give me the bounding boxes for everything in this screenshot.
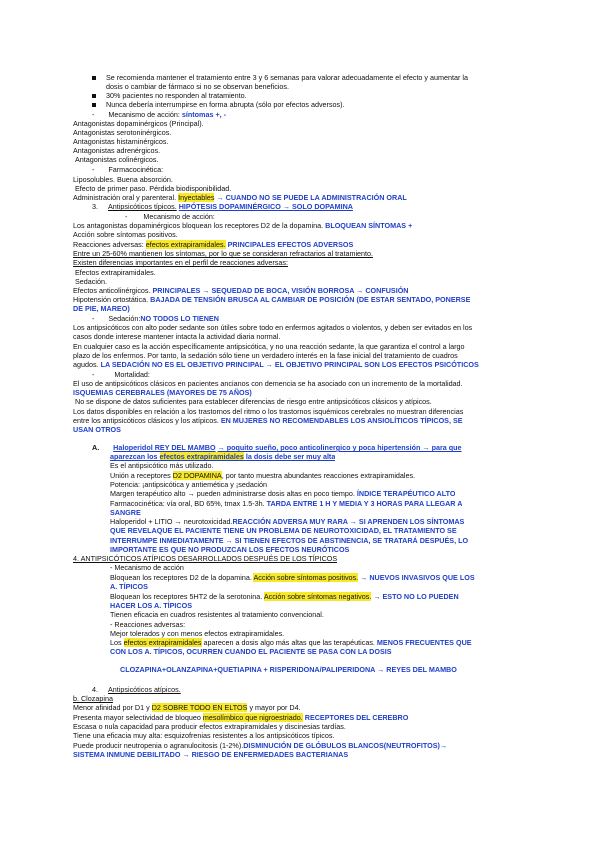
paragraph-note: EN MUJERES NO RECOMENDABLES LOS ANSIOLÍTICOS TÍPICOS, SE (220, 416, 463, 425)
section-4-mechanism: - Mecanismo de acción (110, 563, 184, 572)
line-highlight: Acción sobre síntomas negativos. (263, 592, 372, 601)
effect-line: Sedación. (75, 277, 107, 286)
haloperidol-line (110, 471, 415, 480)
paragraph-text: entre los antipsicóticos clásicos y los atípicos. (73, 416, 219, 425)
line-note: → ESTO NO LO PUEDEN (373, 592, 459, 601)
mortality-heading: - Mortalidad: (92, 370, 150, 379)
line-note-continuation: INTERRUMPE INMEDIATAMENTE → SI TIENEN EFECTOS DE ABSTINENCIA, SE TRATARÁ DESPUÉS, LO (110, 536, 469, 545)
antagonist-line: Antagonistas adrenérgicos. (73, 146, 161, 155)
haloperidol-heading (92, 443, 462, 452)
note-text: la dosis debe ser muy alta (245, 452, 336, 461)
line-text: Farmacocinética: vía oral, BD 65%, tmax 1.5-3h. (110, 499, 265, 508)
bullet-icon (92, 94, 96, 98)
section-4-heading: 4. ANTIPSICÓTICOS ATÍPICOS DESARROLLADOS DESPUÉS DE LOS TÍPICOS (73, 554, 338, 563)
line-note: ÍNDICE TERAPÉUTICO ALTO (356, 489, 456, 498)
paragraph-line: En cualquier caso es la acción específicamente antipsicótica, y no una reacción sedante, la que garantiza el control a largo (73, 342, 465, 351)
effect-line: Efectos extrapiramidales. (75, 268, 156, 277)
paragraph-line: No se dispone de datos suficientes para establecer diferencias de riesgo entre antipsicóticos clásicos y atípicos. (75, 397, 432, 406)
section-note: HIPÓTESIS DOPAMINÉRGICO → SOLO DOPAMINA (178, 202, 353, 211)
paragraph-line: plazo de los enfermos. Por tanto, la sedación sólo tiene un verdadero interés en la fase inicial del tratamiento de cuadros (73, 351, 458, 360)
clozapina-line: Escasa o nula capacidad para producir efectos extrapiramidales y discinesias tardías. (73, 722, 346, 731)
haloperidol-line (110, 489, 455, 498)
haloperidol-note: → poquito sueño, poco anticolinergico y poca hipertensión → para que (217, 443, 462, 452)
bullet-line (92, 91, 247, 100)
admin-note: → CUANDO NO SE PUEDE LA ADMINISTRACIÓN ORAL (216, 193, 407, 202)
adverse-note: PRINCIPALES EFECTOS ADVERSOS (227, 240, 354, 249)
section-3-mechanism: - Mecanismo de acción: (125, 212, 215, 221)
clozapina-line (73, 703, 301, 712)
section-4-line: Mejor tolerados y con menos efectos extrapiramidales. (110, 629, 285, 638)
bullet-text: Nunca debería interrumpirse en forma abrupta (sólo por efectos adversos). (106, 100, 345, 109)
body-note: BLOQUEAN SÍNTOMAS + (325, 221, 413, 230)
paragraph-line (73, 416, 463, 425)
line-text: Unión a receptores (110, 471, 171, 480)
section-title: Antipsicóticos atípicos. (108, 685, 181, 694)
section-4-adverse: - Reacciones adversas: (110, 620, 186, 629)
antagonist-line: Antagonistas colinérgicos. (75, 155, 159, 164)
paragraph-line (73, 360, 479, 369)
line-text: Bloquean los receptores D2 de la dopamina. (110, 573, 252, 582)
sedation-heading: - Sedación:NO TODOS LO TIENEN (92, 314, 219, 323)
haloperidol-line (110, 517, 464, 526)
line-text: Puede producir neutropenia o agranulocitosis (1-2%). (73, 741, 244, 750)
pharmaco-line: Efecto de primer paso. Pérdida biodisponibilidad. (75, 184, 232, 193)
bullet-line (92, 100, 345, 109)
effect-note: BAJADA DE TENSIÓN BRUSCA AL CAMBIAR DE POSICIÓN (DE ESTAR SENTADO, PONERSE (150, 295, 471, 304)
line-text: Margen terapéutico alto → pueden administrarse dosis altas en poco tiempo. (110, 489, 355, 498)
mechanism-line: - Mecanismo de acción: síntomas +, - (92, 110, 227, 119)
bullet-icon (92, 103, 96, 107)
effect-line (73, 295, 470, 304)
line-note-continuation: SANGRE (110, 508, 141, 517)
clozapina-line (73, 713, 408, 722)
section-4-line (110, 573, 475, 582)
section-4b-heading (92, 685, 181, 694)
clozapina-line: Tiene una eficacia muy alta: esquizofrenias resistentes a los antipsicóticos típicos. (73, 731, 335, 740)
clozapina-line (73, 741, 447, 750)
pharmaco-heading: - Farmacocinética: (92, 165, 164, 174)
line-highlight: efectos extrapiramidales (123, 638, 202, 647)
body-line: Existen diferencias importantes en el perfil de reacciones adversas: (73, 258, 288, 267)
admin-line (73, 193, 407, 202)
haloperidol-note-continuation (110, 452, 335, 461)
mortality-label: Mortalidad: (114, 370, 150, 379)
note-text: aparezcan los (110, 452, 158, 461)
line-text: , por tanto muestra abundantes reacciones extrapiramidales. (221, 471, 416, 480)
drugs-line: CLOZAPINA+OLANZAPINA+QUETIAPINA + RISPERIDONA/PALIPERIDONA → REYES DEL MAMBO (120, 665, 457, 674)
line-text: Haloperidol + LITIO → neurotoxicidad. (110, 517, 233, 526)
line-note-continuation: A. TÍPICOS (110, 582, 148, 591)
paragraph-note: LA SEDACIÓN NO ES EL OBJETIVO PRINCIPAL → EL OBJETIVO PRINCIPAL SON LOS EFECTOS PSICÓTICOS (100, 360, 479, 369)
line-highlight: D2 SOBRE TODO EN ELTOS (151, 703, 248, 712)
haloperidol-line: Es el antipsicótico más utilizado. (110, 461, 214, 470)
section-4-line (110, 638, 472, 647)
line-text: Menor afinidad por D1 y (73, 703, 150, 712)
line-text: aparecen a dosis algo más altas que las terapéuticas. (203, 638, 375, 647)
line-note: → NUEVOS INVASIVOS QUE LOS (360, 573, 475, 582)
effect-note-continuation: DE PIE, MAREO) (73, 304, 130, 313)
adverse-line (73, 240, 353, 249)
paragraph-line: casos donde interese mantener intacta la actividad diaria normal. (73, 332, 281, 341)
haloperidol-title: Haloperidol REY DEL MAMBO (113, 443, 216, 452)
line-note: MENOS FRECUENTES QUE (376, 638, 472, 647)
line-text: Los (110, 638, 122, 647)
paragraph-line: Los antipsicóticos con alto poder sedante son útiles sobre todo en enfermos agitados o violentos, y deben ser evitados en los (73, 323, 473, 332)
mechanism-label: Mecanismo de acción: (143, 212, 215, 221)
bullet-continuation: dosis o cambiar de fármaco si no se observan beneficios. (106, 82, 289, 91)
paragraph-line: El uso de antipsicóticos clásicos en pacientes ancianos con demencia se ha asociado con un incremento de la mortalidad. (73, 379, 463, 388)
antagonist-line: Antagonistas serotoninérgicos. (73, 128, 172, 137)
line-note-continuation: QUE REVELAQUE EL PACIENTE TIENE UN PROBLEMA DE NEUROTOXICIDAD, EL TRATAMIENTO SE (110, 526, 457, 535)
bullet-text: Se recomienda mantener el tratamiento entre 3 y 6 semanas para valorar adecuadamente el efecto y aumentar la (106, 73, 468, 82)
body-text: Los antagonistas dopaminérgicos bloquean los receptores D2 de la dopamina. (73, 221, 324, 230)
antagonist-line: Antagonistas dopaminérgicos (Principal). (73, 119, 204, 128)
line-text: y mayor por D4. (249, 703, 301, 712)
antagonist-line: Antagonistas histaminérgicos. (73, 137, 169, 146)
line-highlight: D2 DOPAMINA (172, 471, 222, 480)
body-line (73, 221, 412, 230)
section-number: 3. (92, 202, 98, 211)
clozapina-title: b. Clozapina (73, 694, 113, 703)
list-letter: A. (92, 443, 100, 452)
effect-text: Efectos anticolinérgicos. (73, 286, 151, 295)
sedation-label: Sedación: (108, 314, 141, 323)
mechanism-note: síntomas +, - (181, 110, 227, 119)
bullet-icon (92, 76, 96, 80)
line-note-continuation: HACER LOS A. TÍPICOS (110, 601, 192, 610)
admin-highlight: Inyectables (178, 193, 215, 202)
line-note: REACCIÓN ADVERSA MUY RARA → SI APRENDEN LOS SÍNTOMAS (232, 517, 465, 526)
line-highlight: mesolímbico que nigroestriado. (202, 713, 303, 722)
bullet-text: 30% pacientes no responden al tratamiento. (106, 91, 247, 100)
adverse-highlight: efectos extrapiramidales. (145, 240, 226, 249)
section-3-heading (92, 202, 353, 211)
line-note: RECEPTORES DEL CEREBRO (304, 713, 409, 722)
section-number: 4. (92, 685, 98, 694)
effect-note: PRINCIPALES → SEQUEDAD DE BOCA, VISIÓN BORROSA → CONFUSIÓN (152, 286, 409, 295)
admin-text: Administración oral y parenteral. (73, 193, 177, 202)
line-note-continuation: CON LOS A. TÍPICOS, OCURREN CUANDO EL PACIENTE SE PASA CON LA DOSIS (110, 647, 392, 656)
paragraph-note: ISQUEMIAS CEREBRALES (MAYORES DE 75 AÑOS) (73, 388, 252, 397)
note-highlight: efectos extrapiramidales (159, 452, 244, 461)
pharmaco-title: Farmacocinética: (108, 165, 164, 174)
paragraph-text: agudos. (73, 360, 99, 369)
sedation-note: NO TODOS LO TIENEN (140, 314, 219, 323)
effect-line (73, 286, 409, 295)
line-note: TARDA ENTRE 1 H Y MEDIA Y 3 HORAS PARA LLEGAR A (266, 499, 463, 508)
section-4-line: Tienen eficacia en cuadros resistentes al tratamiento convencional. (110, 610, 324, 619)
effect-text: Hipotensión ortostática. (73, 295, 149, 304)
body-line: Acción sobre síntomas positivos. (73, 230, 178, 239)
line-text: Bloquean los receptores 5HT2 de la serotonina. (110, 592, 263, 601)
pharmaco-line: Liposolubles. Buena absorción. (73, 175, 173, 184)
section-4-line (110, 592, 459, 601)
paragraph-line: Los datos disponibles en relación a los trastornos del ritmo o los trastornos isquémicos cerebrales no muestran diferencias (73, 407, 464, 416)
bullet-line (92, 73, 468, 82)
body-line: Entre un 25-60% mantienen los síntomas, por lo que se consideran refractarios al tratamiento. (73, 249, 374, 258)
mechanism-label: Mecanismo de acción: (108, 110, 180, 119)
line-note: DISMINUCIÓN DE GLÓBULOS BLANCOS(NEUTROFITOS)→ (243, 741, 448, 750)
section-title: Antipsicóticos típicos. (108, 202, 177, 211)
line-highlight: Acción sobre síntomas positivos. (253, 573, 359, 582)
line-text: Presenta mayor selectividad de bloqueo (73, 713, 201, 722)
line-note-continuation: SISTEMA INMUNE DEBILITADO → RIESGO DE ENFERMEDADES BACTERIANAS (73, 750, 349, 759)
paragraph-note: USAN OTROS (73, 425, 121, 434)
haloperidol-line (110, 499, 462, 508)
haloperidol-line: Potencia: ¡antipsicótica y antiemética y ¡sedación (110, 480, 268, 489)
adverse-label: Reacciones adversas: (73, 240, 144, 249)
line-note-continuation: IMPORTANTE ES QUE NO PRODUZCAN LOS EFECTOS NEURÓTICOS (110, 545, 350, 554)
